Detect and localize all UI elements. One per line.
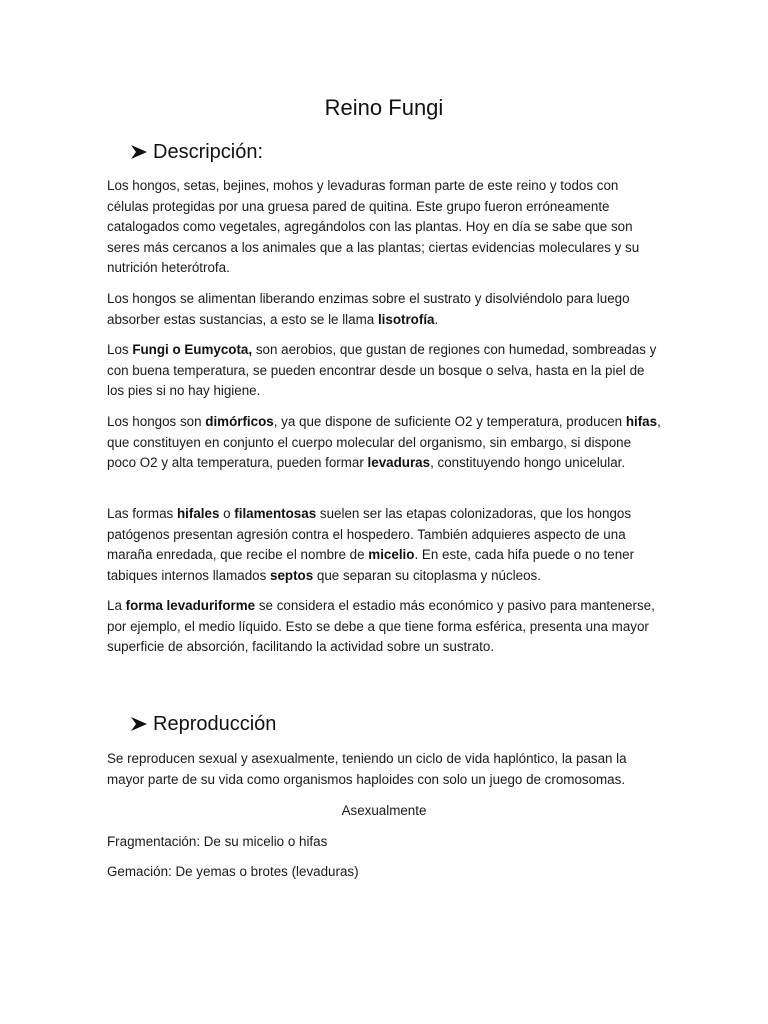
- paragraph-reproduccion: Se reproducen sexual y asexualmente, teniendo un ciclo de vida haplóntico, la pasan la mayor parte de su vida como organismos haploides con solo un juego de cromosomas.: [107, 751, 627, 787]
- paragraph-intro: Los hongos, setas, bejines, mohos y levaduras forman parte de este reino y todos con células protegidas por una gruesa pared de quitina. Este grupo fueron erróneamente catalogados como vegetales, agregándolos con las plantas. Hoy en día se sabe que son seres más cercanos a los animales que a las plantas; ciertas evidencias moleculares y su nutrición heterótrofa.: [107, 178, 640, 275]
- paragraph-eumycota: Los Fungi o Eumycota, son aerobios, que gustan de regiones con humedad, sombreadas y con buena temperatura, se pueden encontrar desde un bosque o selva, hasta en la piel de los pies si no hay higiene.: [107, 342, 657, 398]
- subheading-asexualmente: Asexualmente: [341, 803, 427, 818]
- arrow-bullet-icon: [130, 715, 148, 733]
- section-heading-text: Reproducción: [153, 713, 277, 735]
- section-heading-reproduccion: [130, 711, 276, 737]
- section-heading-descripcion: [130, 139, 263, 165]
- arrow-bullet-icon: [130, 143, 148, 161]
- paragraph-levaduriforme: La forma levaduriforme se considera el estadio más económico y pasivo para mantenerse, por ejemplo, el medio líquido. Esto se debe a que tiene forma esférica, presenta una mayor superficie de absorción, facilitando la actividad sobre un sustrato.: [107, 598, 655, 654]
- section-heading-text: Descripción:: [153, 141, 264, 163]
- paragraph-hifales: Las formas hifales o filamentosas suelen ser las etapas colonizadoras, que los hongos patógenos presentan agresión contra el hospedero. También adquieres aspecto de una maraña enredada, que recibe el nombre de micelio. En este, cada hifa puede o no tener tabiques internos llamados septos que separan su citoplasma y núcleos.: [107, 506, 635, 583]
- list-item: Gemación: De yemas o brotes (levaduras): [107, 864, 359, 879]
- list-item: Fragmentación: De su micelio o hifas: [107, 834, 328, 849]
- page-title: Reino Fungi: [324, 95, 444, 120]
- paragraph-dimorficos: Los hongos son dimórficos, ya que dispone de suficiente O2 y temperatura, producen hifas, que constituyen en conjunto el cuerpo molecular del organismo, sin embargo, si dispone poco O2 y alta temperatura, pueden formar levaduras, constituyendo hongo unicelular.: [107, 414, 661, 470]
- paragraph-lisotrofia: Los hongos se alimentan liberando enzimas sobre el sustrato y disolviéndolo para luego absorber estas sustancias, a esto se le llama lisotrofía.: [107, 291, 630, 327]
